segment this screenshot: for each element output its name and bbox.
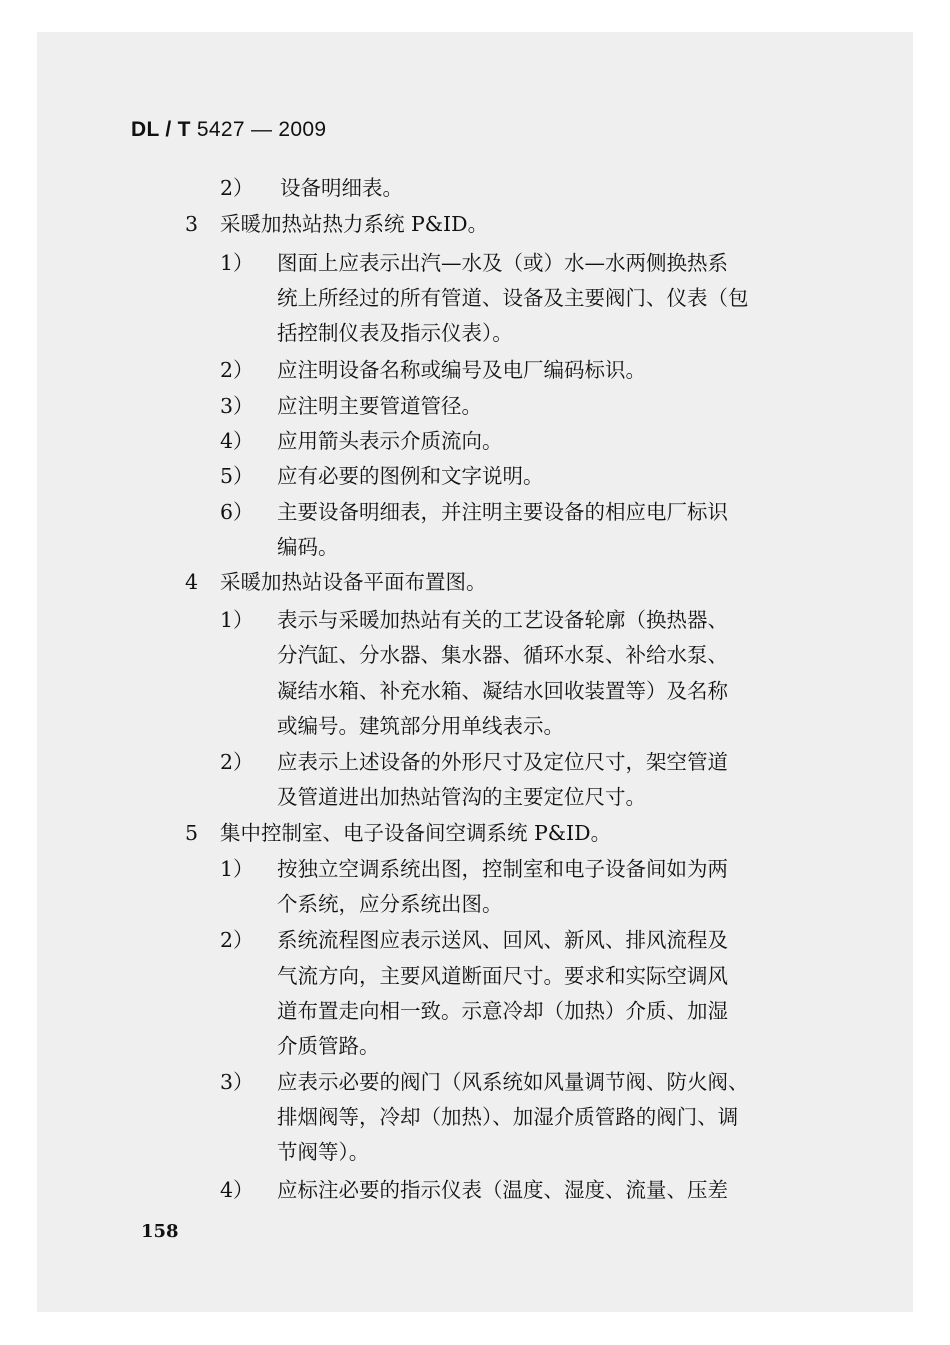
item-text-line: 采暖加热站热力系统 P&ID。 <box>220 212 489 236</box>
item-text-line: 括控制仪表及指示仪表）。 <box>277 321 513 345</box>
item-text-line: 道布置走向相一致。示意冷却（加热）介质、加湿 <box>277 999 728 1023</box>
item-number: 1） <box>220 857 254 881</box>
item-text-line: 表示与采暖加热站有关的工艺设备轮廓（换热器、 <box>277 608 728 632</box>
item-text-line: 采暖加热站设备平面布置图。 <box>220 570 487 594</box>
item-number: 1） <box>220 608 254 632</box>
item-number: 3） <box>220 1070 254 1094</box>
item-text-line: 应表示上述设备的外形尺寸及定位尺寸，架空管道 <box>277 750 728 774</box>
item-text-line: 编码。 <box>277 535 339 559</box>
item-number: 6） <box>220 500 254 524</box>
standard-header <box>131 118 326 142</box>
item-text-line: 设备明细表。 <box>280 176 403 200</box>
standard-number: 5427 — 2009 <box>196 118 327 141</box>
item-number: 4） <box>220 429 254 453</box>
item-text-line: 应有必要的图例和文字说明。 <box>277 464 544 488</box>
item-number: 5 <box>185 821 199 845</box>
item-text-line: 应注明设备名称或编号及电厂编码标识。 <box>277 358 646 382</box>
item-number: 3） <box>220 394 254 418</box>
item-text-line: 应注明主要管道管径。 <box>277 394 482 418</box>
item-text-line: 节阀等）。 <box>277 1140 370 1164</box>
item-text-line: 应标注必要的指示仪表（温度、湿度、流量、压差 <box>277 1178 728 1202</box>
item-number: 4 <box>185 570 199 594</box>
item-number: 2） <box>220 176 254 200</box>
item-number: 2） <box>220 928 254 952</box>
item-text-line: 或编号。建筑部分用单线表示。 <box>277 714 564 738</box>
item-number: 2） <box>220 750 254 774</box>
item-text-line: 及管道进出加热站管沟的主要定位尺寸。 <box>277 785 646 809</box>
item-text-line: 主要设备明细表，并注明主要设备的相应电厂标识 <box>277 500 728 524</box>
item-text-line: 应用箭头表示介质流向。 <box>277 429 503 453</box>
item-text-line: 系统流程图应表示送风、回风、新风、排风流程及 <box>277 928 728 952</box>
item-number: 4） <box>220 1178 254 1202</box>
item-text-line: 个系统，应分系统出图。 <box>277 892 503 916</box>
item-text-line: 应表示必要的阀门（风系统如风量调节阀、防火阀、 <box>277 1070 749 1094</box>
item-text-line: 集中控制室、电子设备间空调系统 P&ID。 <box>220 821 612 845</box>
item-number: 3 <box>185 212 199 236</box>
page-number: 158 <box>141 1221 179 1242</box>
item-text-line: 排烟阀等，冷却（加热）、加湿介质管路的阀门、调 <box>277 1105 739 1129</box>
item-text-line: 按独立空调系统出图，控制室和电子设备间如为两 <box>277 857 728 881</box>
item-text-line: 介质管路。 <box>277 1034 380 1058</box>
item-text-line: 图面上应表示出汽—水及（或）水—水两侧换热系 <box>277 251 728 275</box>
item-number: 2） <box>220 358 254 382</box>
item-text-line: 气流方向，主要风道断面尺寸。要求和实际空调风 <box>277 964 728 988</box>
item-number: 1） <box>220 251 254 275</box>
item-text-line: 分汽缸、分水器、集水器、循环水泵、补给水泵、 <box>277 643 728 667</box>
standard-code: DL / T <box>131 118 191 141</box>
item-number: 5） <box>220 464 254 488</box>
item-text-line: 凝结水箱、补充水箱、凝结水回收装置等）及名称 <box>277 679 728 703</box>
item-text-line: 统上所经过的所有管道、设备及主要阀门、仪表（包 <box>277 286 749 310</box>
